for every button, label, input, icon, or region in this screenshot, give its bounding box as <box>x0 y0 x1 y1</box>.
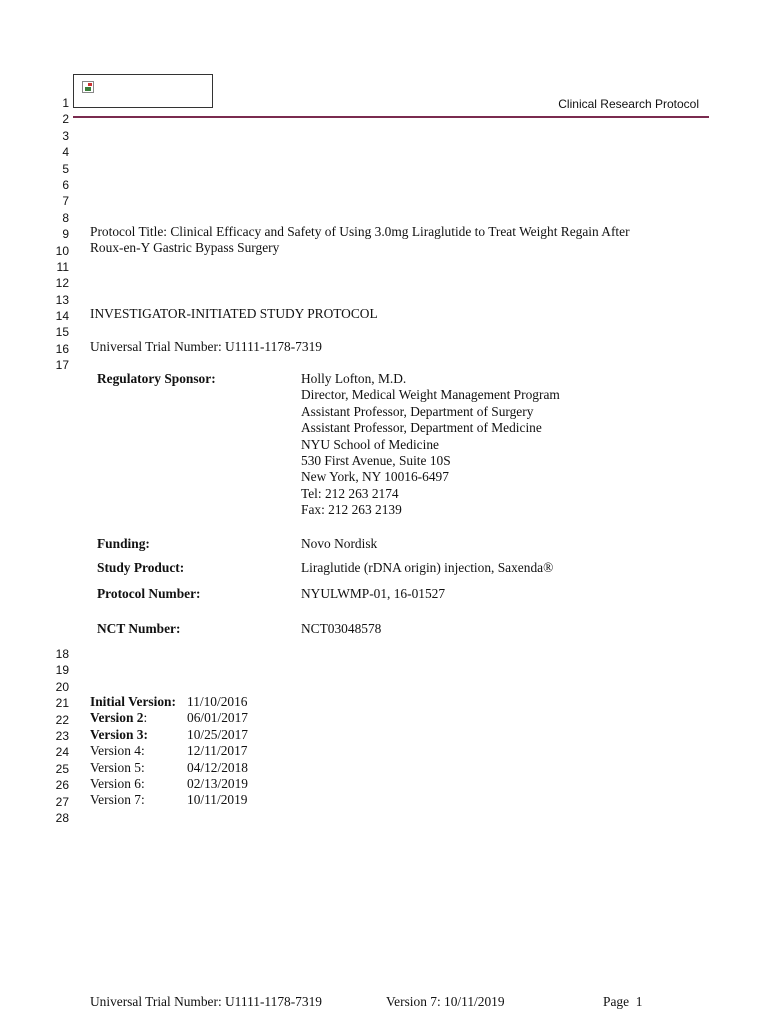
line-number: 2 <box>62 112 69 127</box>
version-label: Version 4: <box>90 743 145 759</box>
header-divider <box>73 116 709 118</box>
line-number: 26 <box>55 778 69 793</box>
sponsor-line: Fax: 212 263 2139 <box>301 502 402 518</box>
line-number: 14 <box>55 309 69 324</box>
version-date: 06/01/2017 <box>187 710 249 726</box>
sponsor-line: Holly Lofton, M.D. <box>301 371 407 386</box>
version-date: 02/13/2019 <box>187 775 249 791</box>
version-date: 10/11/2019 <box>187 792 248 808</box>
sponsor-line: Director, Medical Weight Management Program <box>301 387 560 403</box>
line-number: 7 <box>62 194 69 209</box>
line-number: 13 <box>55 292 69 307</box>
funding-value: Novo Nordisk <box>301 536 378 551</box>
page-label: Page <box>603 994 630 1009</box>
line-number: 8 <box>62 210 69 225</box>
version-date: 10/25/2017 <box>187 726 249 742</box>
line-number: 21 <box>55 696 69 711</box>
version-label: Initial Version: <box>90 694 176 709</box>
sponsor-details <box>301 371 560 519</box>
line-number: 22 <box>55 712 69 727</box>
version-label: Version 7: <box>90 792 145 808</box>
funding-label: Funding: <box>97 536 150 551</box>
line-number: 23 <box>55 728 69 743</box>
version-label: Version 2 <box>90 710 144 726</box>
version-label: Version 3: <box>90 726 148 742</box>
version-label-wrap <box>90 710 147 726</box>
line-number: 5 <box>62 161 69 176</box>
broken-image-icon <box>82 81 94 93</box>
line-number: 20 <box>55 679 69 694</box>
line-numbers-block-2 <box>44 646 69 826</box>
line-number: 1 <box>62 96 69 110</box>
line-number: 24 <box>55 745 69 760</box>
sponsor-line: Tel: 212 263 2174 <box>301 485 399 501</box>
line-number: 15 <box>55 325 69 340</box>
protocol-title-line-2: Roux-en-Y Gastric Bypass Surgery <box>90 240 280 255</box>
line-number: 18 <box>55 647 69 661</box>
version-date: 12/11/2017 <box>187 743 248 759</box>
footer-trial-number: Universal Trial Number: U1111-1178-7319 <box>90 994 322 1009</box>
sponsor-line: Assistant Professor, Department of Surgery <box>301 403 534 419</box>
protocol-number-label: Protocol Number: <box>97 586 201 601</box>
line-number: 9 <box>62 227 69 242</box>
protocol-title-line-1: Protocol Title: Clinical Efficacy and Safety of Using 3.0mg Liraglutide to Treat Weight Regain After <box>90 224 630 239</box>
footer-version: Version 7: 10/11/2019 <box>386 994 505 1009</box>
header-title: Clinical Research Protocol <box>558 97 699 111</box>
trial-number: Universal Trial Number: U1111-1178-7319 <box>90 339 322 354</box>
line-number: 19 <box>55 663 69 678</box>
version-label: Version 5: <box>90 759 145 775</box>
sponsor-line: 530 First Avenue, Suite 10S <box>301 453 451 469</box>
study-product-label: Study Product: <box>97 560 185 575</box>
version-label-suffix: : <box>143 710 148 726</box>
page-number: 1 <box>635 994 643 1009</box>
study-type-heading: INVESTIGATOR-INITIATED STUDY PROTOCOL <box>90 306 378 321</box>
line-number: 3 <box>62 128 69 143</box>
nct-number-label: NCT Number: <box>97 621 181 636</box>
line-number: 11 <box>56 259 69 274</box>
protocol-number-value: NYULWMP-01, 16-01527 <box>301 586 446 601</box>
version-label: Version 6: <box>90 775 145 791</box>
line-number: 16 <box>55 341 69 356</box>
nct-number-value: NCT03048578 <box>301 621 382 636</box>
line-number: 12 <box>55 276 69 291</box>
version-date: 11/10/2016 <box>187 694 248 709</box>
line-number: 28 <box>55 810 69 825</box>
line-number: 27 <box>55 794 69 809</box>
line-number: 25 <box>55 761 69 776</box>
footer-page <box>603 994 642 1010</box>
line-number: 17 <box>55 358 69 373</box>
sponsor-label: Regulatory Sponsor: <box>97 371 216 386</box>
line-number: 10 <box>55 243 69 258</box>
sponsor-line: Assistant Professor, Department of Medicine <box>301 420 542 436</box>
study-product-value: Liraglutide (rDNA origin) injection, Saxenda® <box>301 560 554 575</box>
logo-placeholder <box>73 74 213 108</box>
line-number: 6 <box>62 177 69 192</box>
sponsor-line: NYU School of Medicine <box>301 436 439 452</box>
version-date: 04/12/2018 <box>187 759 249 775</box>
line-numbers-block-1 <box>44 95 69 374</box>
sponsor-line: New York, NY 10016-6497 <box>301 469 449 485</box>
line-number: 4 <box>62 145 69 160</box>
